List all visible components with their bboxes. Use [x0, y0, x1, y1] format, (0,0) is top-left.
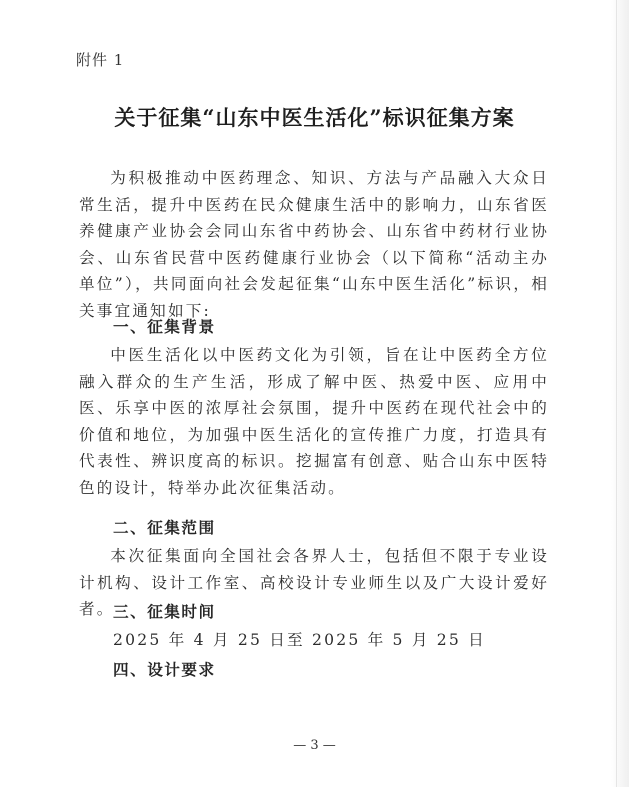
page-number: — 3 —	[293, 738, 336, 753]
intro-paragraph: 为积极推动中医药理念、知识、方法与产品融入大众日常生活，提升中医药在民众健康生活中的影响力，山东省医养健康产业协会会同山东省中药协会、山东省中药材行业协会、山东省民营中医药健康行业协会（以下简称“活动主办单位”），共同面向社会发起征集“山东中医生活化”标识，相关事宜通知如下:	[79, 169, 549, 320]
section-body-scope: 本次征集面向全国社会各界人士，包括但不限于专业设计机构、设计工作室、高校设计专业师生以及广大设计爱好者。	[79, 547, 549, 619]
annex-label: 附件 1	[76, 51, 125, 69]
section-heading-scope: 二、征集范围	[113, 519, 216, 537]
section-heading-background: 一、征集背景	[113, 318, 216, 336]
section-heading-design-requirements: 四、设计要求	[113, 661, 216, 679]
section-body-background: 中医生活化以中医药文化为引领，旨在让中医药全方位融入群众的生产生活，形成了解中医、热爱中医、应用中医、乐享中医的浓厚社会氛围，提升中医药在现代社会中的价值和地位，为加强中医生活化的宣传推广力度，打造具有代表性、辨识度高的标识。挖掘富有创意、贴合山东中医特色的设计，特举办此次征集活动。	[79, 346, 549, 497]
section-heading-time: 三、征集时间	[113, 603, 216, 621]
section-body-time: 2025 年 4 月 25 日至 2025 年 5 月 25 日	[113, 631, 486, 649]
document-title: 关于征集“山东中医生活化”标识征集方案	[114, 105, 515, 130]
